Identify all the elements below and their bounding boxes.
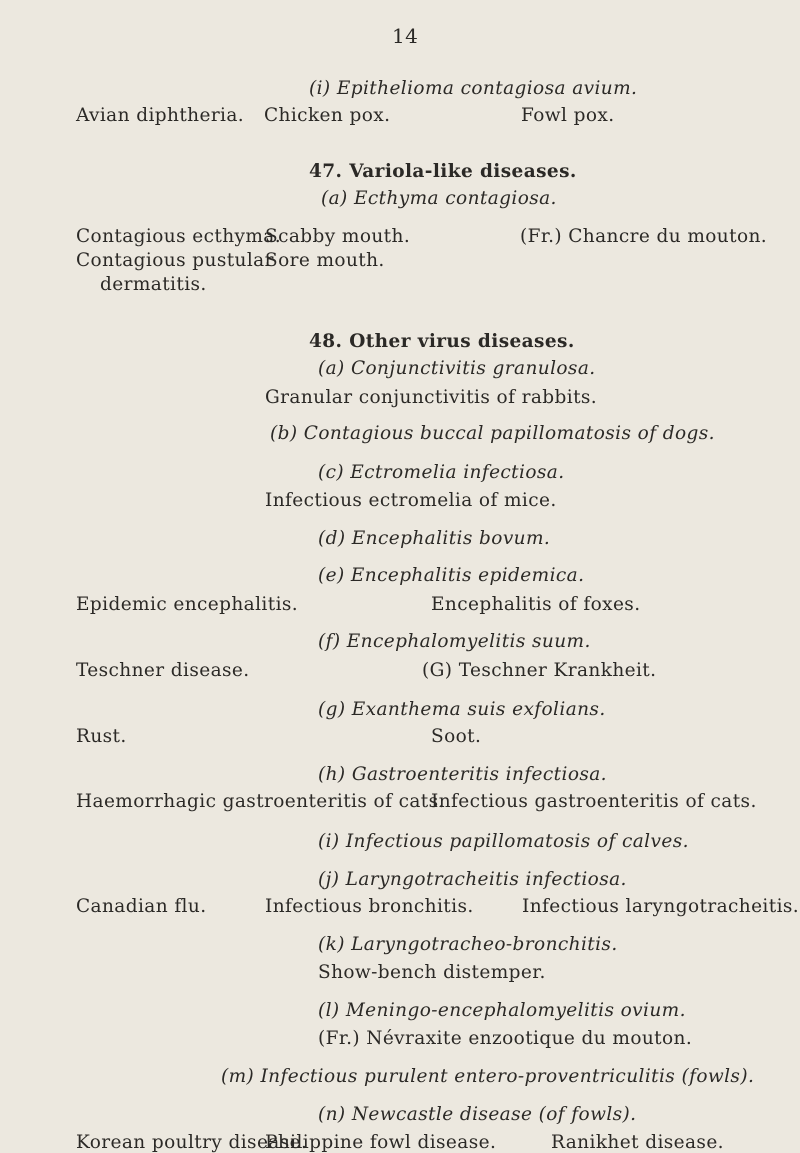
heading-ecthyma: (a) Ecthyma contagiosa. [321,188,557,209]
synonym-epidemic-encephalitis: Epidemic encephalitis. [76,594,299,615]
heading-encephalitis-epidemica: (e) Encephalitis epidemica. [318,565,585,586]
heading-papillomatosis-calves: (i) Infectious papillomatosis of calves. [318,831,689,852]
synonym-fowl-pox: Fowl pox. [521,105,615,126]
synonym-soot: Soot. [431,726,482,747]
heading-laryngotracheitis: (j) Laryngotracheitis infectiosa. [318,869,627,890]
heading-encephalomyelitis-suum: (f) Encephalomyelitis suum. [318,631,591,652]
synonym-sore-mouth: Sore mouth. [265,250,385,271]
heading-encephalitis-bovum: (d) Encephalitis bovum. [318,528,551,549]
heading-ectromelia: (c) Ectromelia infectiosa. [318,462,565,483]
synonym-nevraxite: (Fr.) Névraxite enzootique du mouton. [318,1028,693,1049]
page-number: 14 [392,24,419,48]
heading-meningo-encephalomyelitis: (l) Meningo-encephalomyelitis ovium. [318,1000,686,1021]
synonym-contagious-ecthyma: Contagious ecthyma. [76,226,282,247]
synonym-chicken-pox: Chicken pox. [264,105,391,126]
synonym-dermatitis: dermatitis. [100,274,207,295]
synonym-infectious-laryngotracheitis: Infectious laryngotracheitis. [522,896,800,917]
synonym-infectious-bronchitis: Infectious bronchitis. [265,896,474,917]
synonym-ranikhet-disease: Ranikhet disease. [551,1132,724,1153]
heading-gastroenteritis: (h) Gastroenteritis infectiosa. [318,764,607,785]
synonym-encephalitis-of-foxes: Encephalitis of foxes. [431,594,641,615]
section-47-title: 47. Variola-like diseases. [309,161,577,182]
heading-buccal-papillomatosis: (b) Contagious buccal papillomatosis of dogs. [270,423,715,444]
synonym-philippine-fowl: Philippine fowl disease. [265,1132,497,1153]
heading-epithelioma: (i) Epithelioma contagiosa avium. [309,78,638,99]
synonym-teschner-disease: Teschner disease. [76,660,250,681]
heading-entero-proventriculitis: (m) Infectious purulent entero-proventriculitis (fowls). [221,1066,755,1087]
synonym-avian-diphtheria: Avian diphtheria. [76,105,245,126]
name-infectious-ectromelia: Infectious ectromelia of mice. [265,490,557,511]
synonym-korean-poultry: Korean poultry disease. [76,1132,308,1153]
synonym-rust: Rust. [76,726,127,747]
synonym-infectious-gastroenteritis: Infectious gastroenteritis of cats. [431,791,757,812]
synonym-contagious-pustular: Contagious pustular [76,250,274,271]
synonym-teschner-krankheit: (G) Teschner Krankheit. [422,660,657,681]
heading-newcastle-disease: (n) Newcastle disease (of fowls). [318,1104,637,1125]
heading-exanthema: (g) Exanthema suis exfolians. [318,699,606,720]
name-granular-conjunctivitis: Granular conjunctivitis of rabbits. [265,387,598,408]
synonym-show-bench-distemper: Show-bench distemper. [318,962,546,983]
synonym-canadian-flu: Canadian flu. [76,896,207,917]
synonym-chancre-du-mouton: (Fr.) Chancre du mouton. [520,226,768,247]
synonym-haemorrhagic-gastroenteritis: Haemorrhagic gastroenteritis of cats. [76,791,445,812]
section-48-title: 48. Other virus diseases. [309,331,575,352]
synonym-scabby-mouth: Scabby mouth. [265,226,411,247]
heading-laryngotracheo-bronchitis: (k) Laryngotracheo-bronchitis. [318,934,618,955]
heading-conjunctivitis: (a) Conjunctivitis granulosa. [318,358,596,379]
